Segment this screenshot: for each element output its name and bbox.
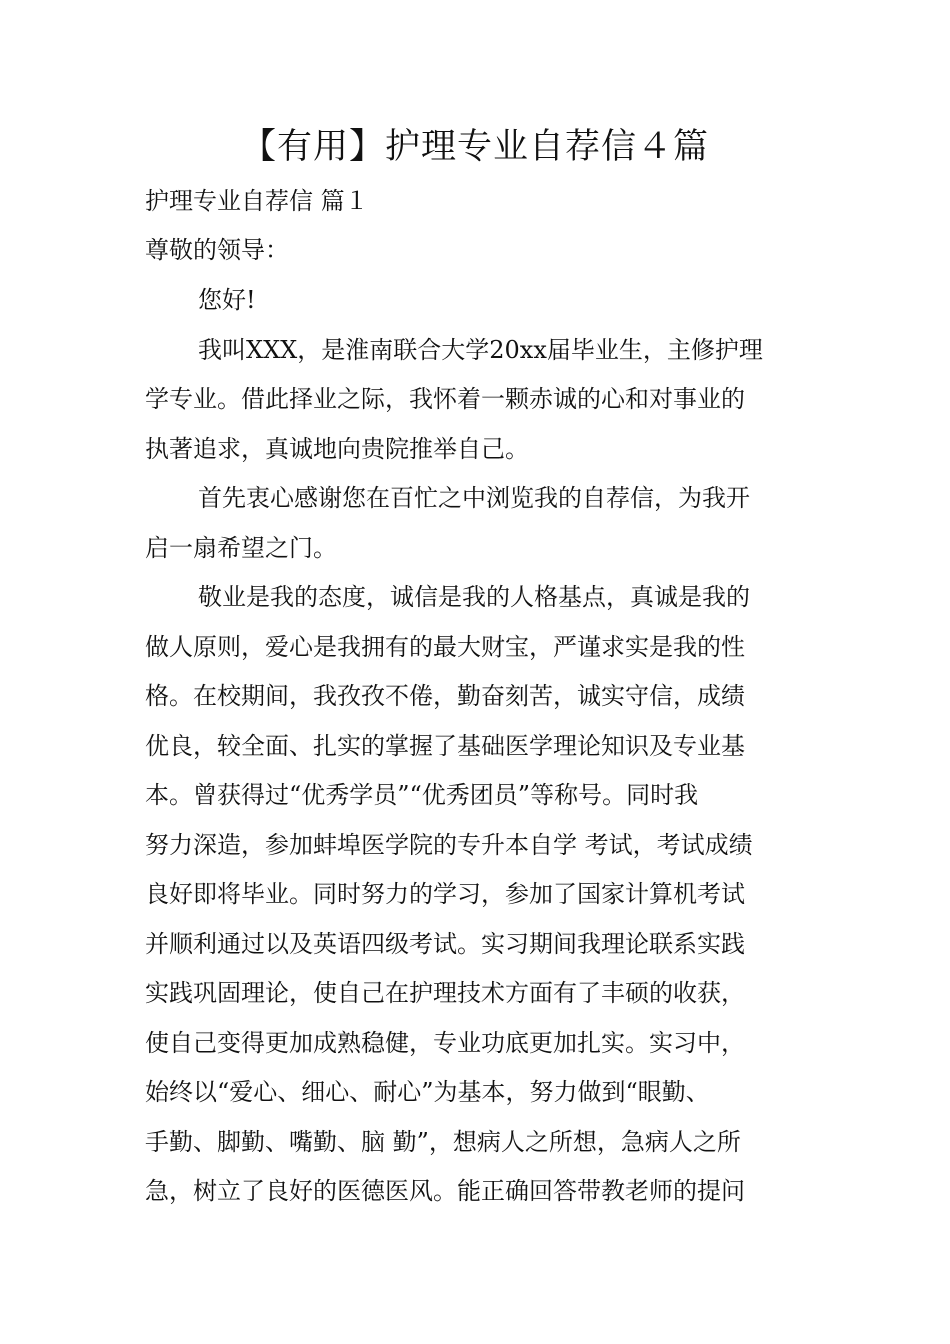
paragraph-line: 格。在校期间，我孜孜不倦，勤奋刻苦，诚实守信，成绩 <box>145 682 745 710</box>
section-heading: 护理专业自荐信 篇１ <box>145 187 369 215</box>
paragraph-line: 急，树立了良好的医德医风。能正确回答带教老师的提问 <box>145 1177 745 1205</box>
greeting: 您好! <box>198 286 256 314</box>
paragraph-line: 做人原则，爱心是我拥有的最大财宝，严谨求实是我的性 <box>145 633 745 661</box>
paragraph-line: 使自己变得更加成熟稳健，专业功底更加扎实。实习中， <box>145 1029 745 1057</box>
document-title: 【有用】护理专业自荐信４篇 <box>240 127 709 167</box>
paragraph-line: 手勤、脚勤、嘴勤、脑 勤”，想病人之所想，急病人之所 <box>145 1128 741 1156</box>
paragraph-line: 良好即将毕业。同时努力的学习，参加了国家计算机考试 <box>145 880 745 908</box>
paragraph-line: 启一扇希望之门。 <box>145 534 337 562</box>
paragraph-line: 我叫XXX，是淮南联合大学20xx届毕业生，主修护理 <box>198 336 763 364</box>
paragraph-line: 执著追求，真诚地向贵院推举自己。 <box>145 435 529 463</box>
salutation: 尊敬的领导： <box>145 236 289 264</box>
paragraph-line: 实践巩固理论，使自己在护理技术方面有了丰硕的收获， <box>145 979 745 1007</box>
paragraph-line: 优良，较全面、扎实的掌握了基础医学理论知识及专业基 <box>145 732 745 760</box>
paragraph-line: 并顺利通过以及英语四级考试。实习期间我理论联系实践 <box>145 930 745 958</box>
paragraph-line: 敬业是我的态度，诚信是我的人格基点，真诚是我的 <box>198 583 750 611</box>
paragraph-line: 本。曾获得过“优秀学员”“优秀团员”等称号。同时我 <box>145 781 699 809</box>
paragraph-line: 学专业。借此择业之际，我怀着一颗赤诚的心和对事业的 <box>145 385 745 413</box>
paragraph-line: 始终以“爱心、细心、耐心”为基本，努力做到“眼勤、 <box>145 1078 710 1106</box>
paragraph-line: 努力深造，参加蚌埠医学院的专升本自学 考试，考试成绩 <box>145 831 753 859</box>
paragraph-line: 首先衷心感谢您在百忙之中浏览我的自荐信，为我开 <box>198 484 750 512</box>
